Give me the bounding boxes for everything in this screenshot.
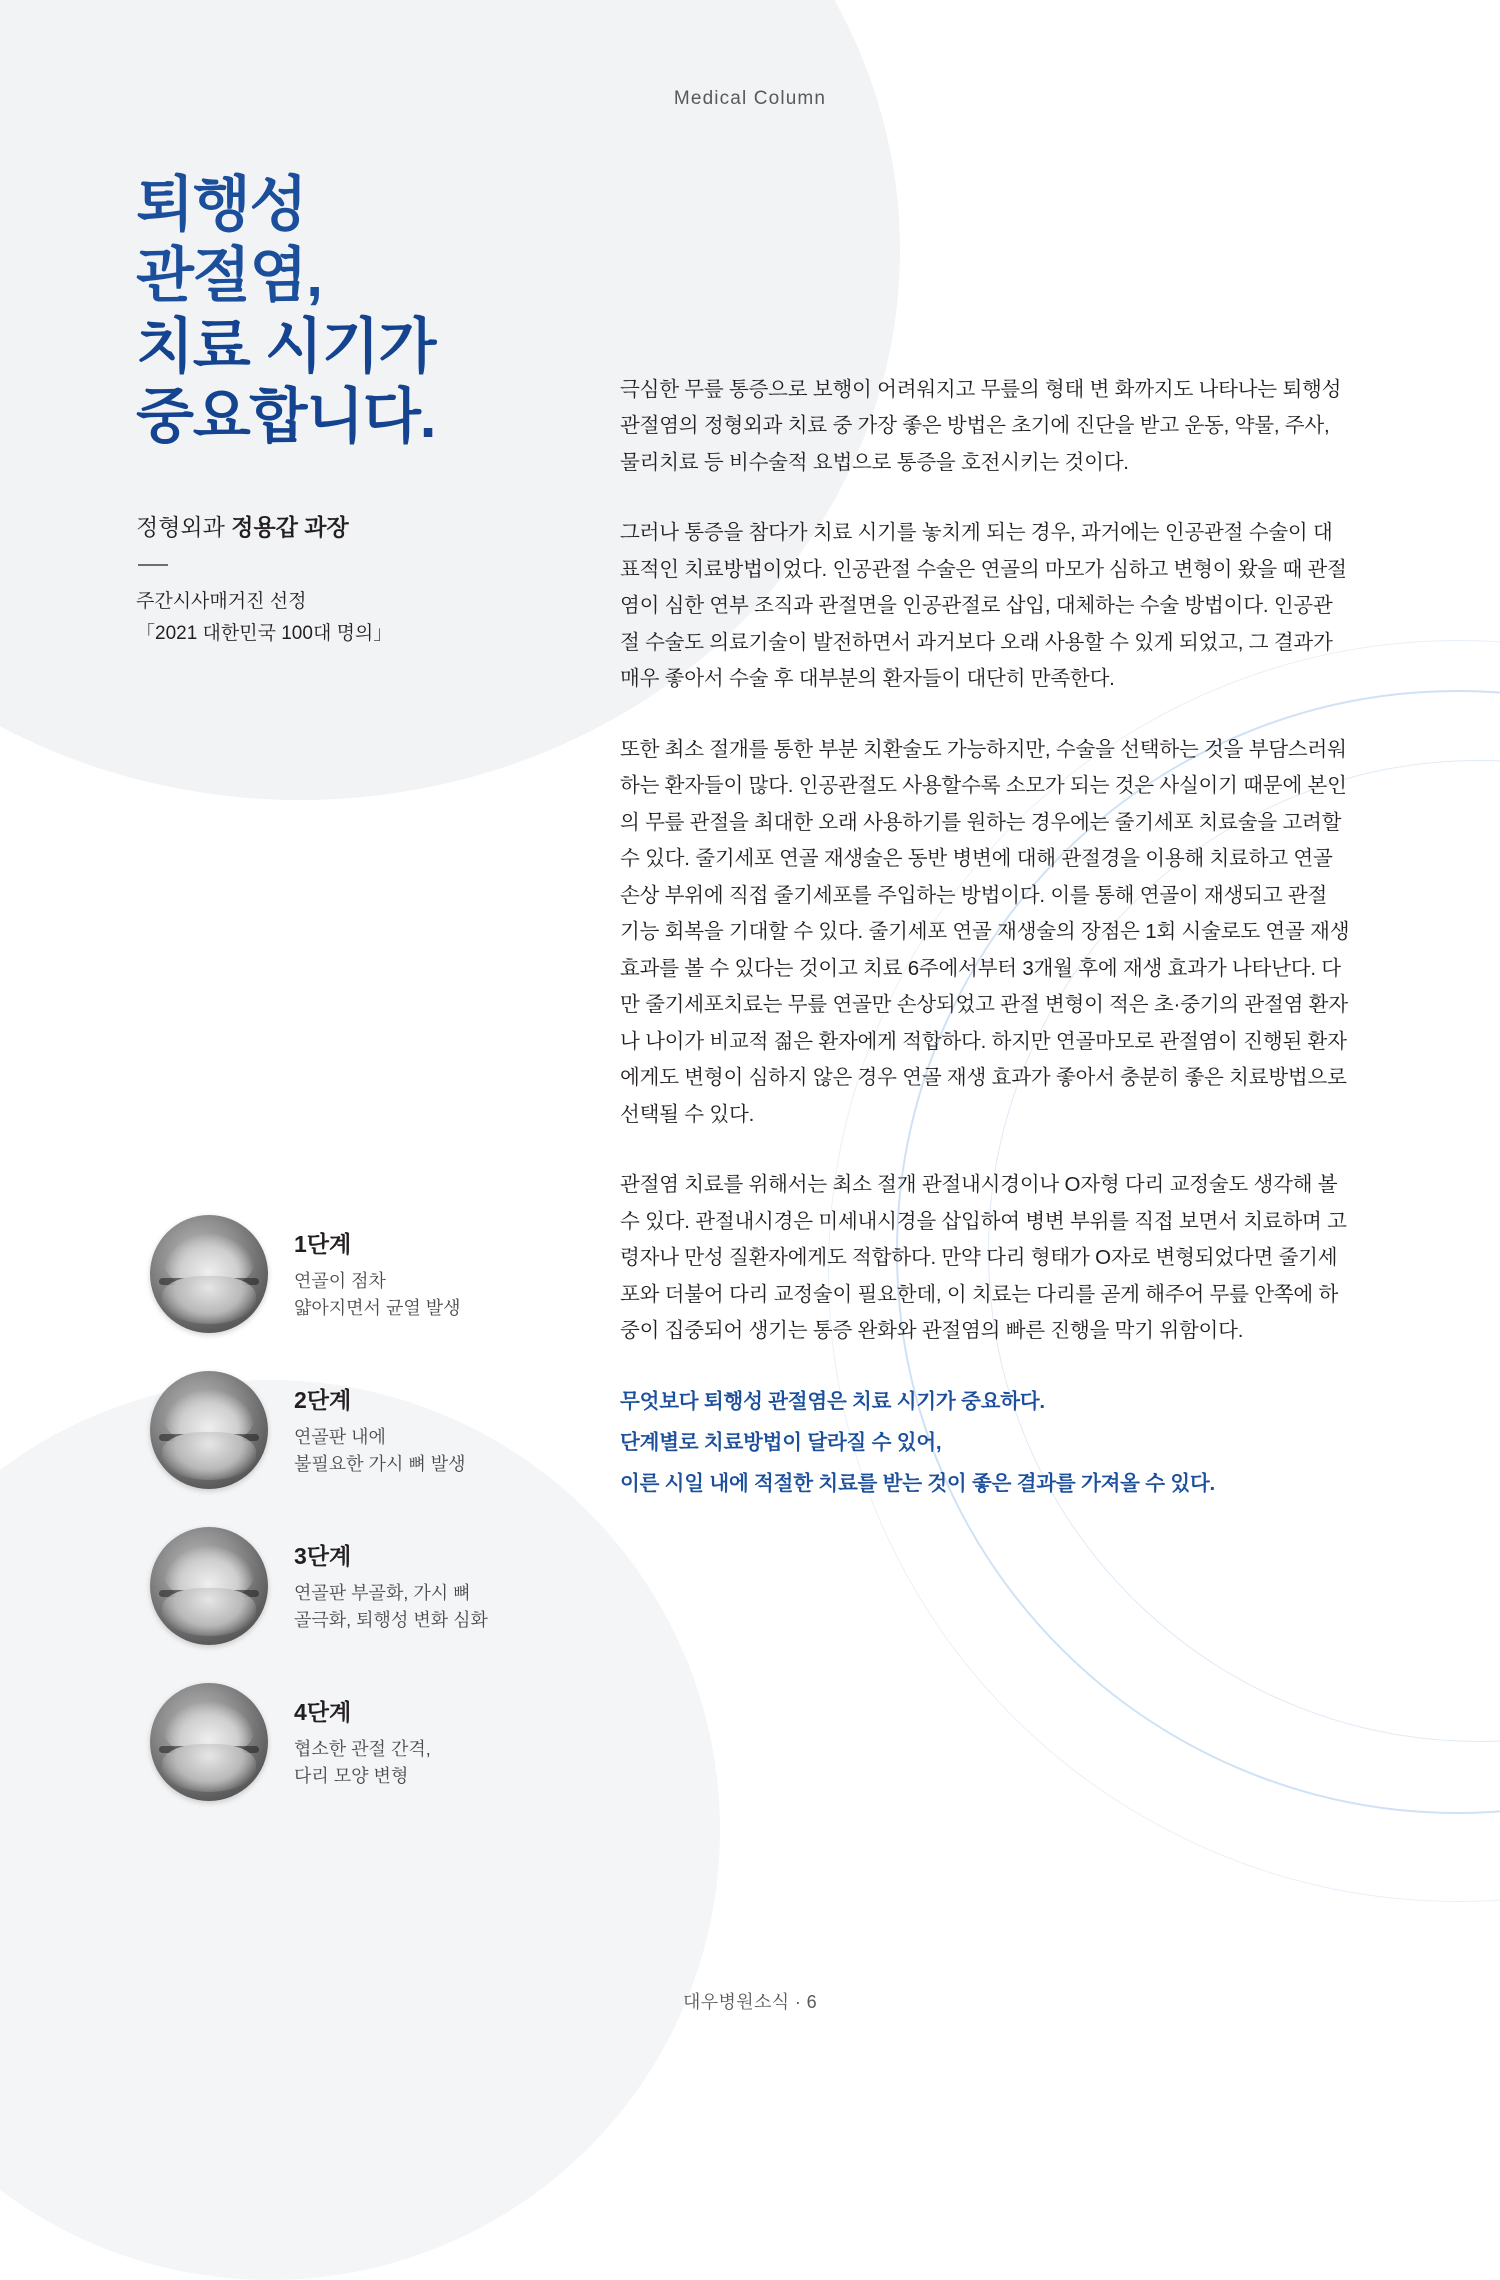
author-byline xyxy=(136,509,606,542)
body-paragraph: 관절염 치료를 위해서는 최소 절개 관절내시경이나 O자형 다리 교정술도 생각해 볼 수 있다. 관절내시경은 미세내시경을 삽입하여 병변 부위를 직접 보면서 치료하며 고령자나 만성 질환자에게도 적합하다. 만약 다리 형태가 O자로 변형되었다면 줄기세포와 더불어 다리 교정술이 필요한데, 이 치료는 다리를 곧게 해주어 무릎 안쪽에 하중이 집중되어 생기는 통증 완화와 관절염의 빠른 진행을 막기 위함이다. xyxy=(620,1173,1347,1343)
knee-xray-icon xyxy=(150,1683,268,1801)
closing-line-3: 이른 시일 내에 적절한 치료를 받는 것이 좋은 결과를 가져올 수 있다. xyxy=(620,1472,1216,1496)
page-title-line-2: 관절염, xyxy=(136,241,322,309)
body-paragraph: 그러나 통증을 참다가 치료 시기를 놓치게 되는 경우, 과거에는 인공관절 수술이 대표적인 치료방법이었다. 인공관절 수술은 연골의 마모가 심하고 변형이 왔을 때 관절염이 심한 연부 조직과 관절면을 인공관절로 삽입, 대체하는 수술 방법이다. 인공관절 수술도 의료기술이 발전하면서 과거보다 오래 사용할 수 있게 되었고, 그 결과가 매우 좋아서 수술 후 대부분의 환자들이 대단히 만족한다. xyxy=(620,521,1347,691)
closing-statement xyxy=(620,1384,1350,1502)
stage-description-line-2: 골극화, 퇴행성 변화 심화 xyxy=(294,1610,488,1630)
list-item xyxy=(150,1683,570,1801)
stage-list xyxy=(150,1215,570,1839)
closing-line-2: 단계별로 치료방법이 달라질 수 있어, xyxy=(620,1430,942,1454)
stage-description-line-2: 다리 모양 변형 xyxy=(294,1766,409,1786)
author-name: 정용갑 과장 xyxy=(231,514,349,541)
knee-xray-icon xyxy=(150,1215,268,1333)
stage-description-line-1: 연골이 점차 xyxy=(294,1271,386,1291)
author-credit-line-2: 「2021 대한민국 100대 명의」 xyxy=(136,622,393,644)
list-item xyxy=(150,1371,570,1489)
stage-description-line-1: 협소한 관절 간격, xyxy=(294,1739,431,1759)
knee-xray-icon xyxy=(150,1527,268,1645)
list-item xyxy=(150,1527,570,1645)
stage-description-line-1: 연골판 부골화, 가시 뼈 xyxy=(294,1583,471,1603)
page-title-line-1: 퇴행성 xyxy=(136,171,307,238)
stage-label: 3단계 xyxy=(294,1543,352,1569)
stage-description-line-1: 연골판 내에 xyxy=(294,1427,386,1447)
knee-xray-icon xyxy=(150,1371,268,1489)
article-headline-block xyxy=(136,170,606,649)
stage-description-line-2: 얇아지면서 균열 발생 xyxy=(294,1298,461,1318)
stage-description-line-2: 불필요한 가시 뼈 발생 xyxy=(294,1454,466,1474)
list-item xyxy=(150,1215,570,1333)
body-paragraph: 극심한 무릎 통증으로 보행이 어려워지고 무릎의 형태 변 화까지도 나타나는 퇴행성 관절염의 정형외과 치료 중 가장 좋은 방법은 초기에 진단을 받고 운동, 약물, 주사, 물리치료 등 비수술적 요법으로 통증을 호전시키는 것이다. xyxy=(620,378,1342,474)
page-header-kicker: Medical Column xyxy=(673,88,827,109)
page-title-line-3: 치료 시기가 xyxy=(136,312,436,380)
author-credit-line-1: 주간시사매거진 선정 xyxy=(136,591,307,613)
body-paragraph: 또한 최소 절개를 통한 부분 치환술도 가능하지만, 수술을 선택하는 것을 부담스러워하는 환자들이 많다. 인공관절도 사용할수록 소모가 되는 것은 사실이기 때문에 본인의 무릎 관절을 최대한 오래 사용하기를 원하는 경우에는 줄기세포 치료술을 고려할 수 있다. 줄기세포 연골 재생술은 동반 병변에 대해 관절경을 이용해 치료하고 연골 손상 부위에 직접 줄기세포를 주입하는 방법이다. 이를 통해 연골이 재생되고 관절 기능 회복을 기대할 수 있다. 줄기세포 연골 재생술의 장점은 1회 시술로도 연골 재생 효과를 볼 수 있다는 것이고 치료 6주에서부터 3개월 후에 재생 효과가 나타난다. 다만 줄기세포치료는 무릎 연골만 손상되었고 관절 변형이 적은 초·중기의 관절염 환자나 나이가 비교적 젊은 환자에게 적합하다. 하지만 연골마모로 관절염이 진행된 환자에게도 변형이 심하지 않은 경우 연골 재생 효과가 좋아서 충분히 좋은 치료방법으로 선택될 수 있다. xyxy=(620,737,1350,1126)
author-department: 정형외과 xyxy=(136,514,225,541)
closing-line-1: 무엇보다 퇴행성 관절염은 치료 시기가 중요하다. xyxy=(620,1389,1045,1413)
stage-label: 1단계 xyxy=(294,1231,352,1257)
article-body xyxy=(620,372,1350,1507)
stage-label: 2단계 xyxy=(294,1387,352,1413)
page-title-line-4: 중요합니다. xyxy=(136,383,436,451)
page-footer: 대우병원소식 · 6 xyxy=(683,1992,817,2012)
stage-label: 4단계 xyxy=(294,1699,352,1725)
byline-divider xyxy=(138,564,168,566)
